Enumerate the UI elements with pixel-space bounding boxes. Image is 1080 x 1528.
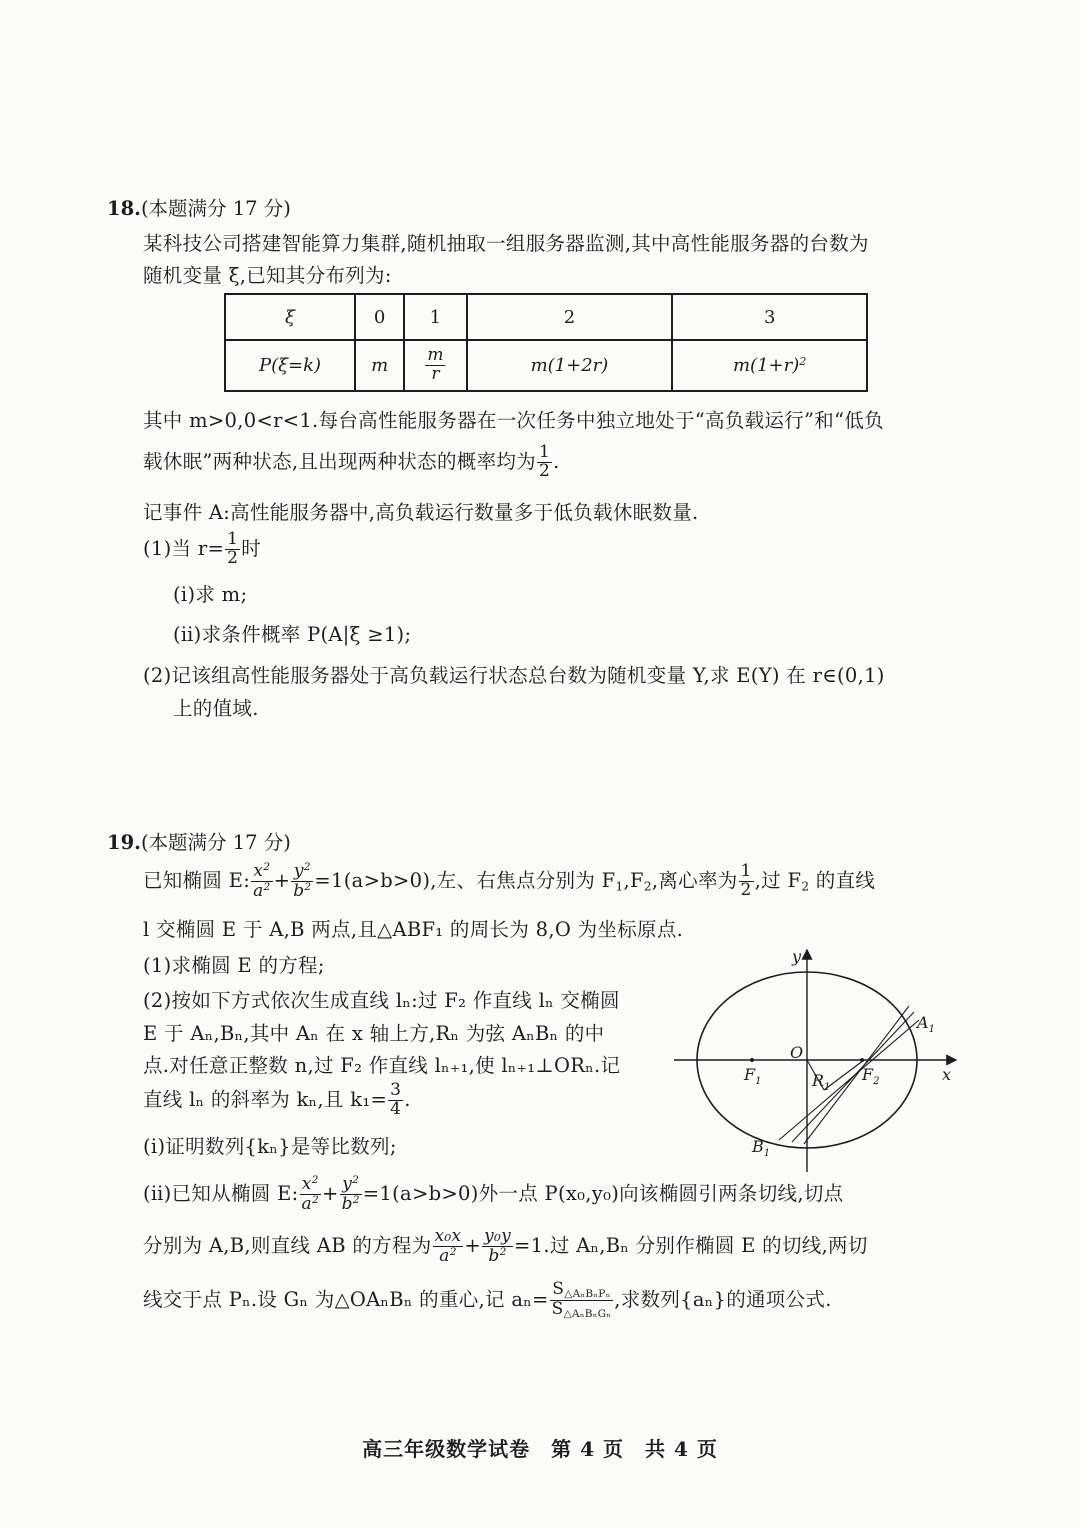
line-l1 [779,1020,919,1140]
label-y: y [792,947,802,966]
line-l2 [792,1012,914,1142]
q18-intro-line1: 某科技公司搭建智能算力集群,随机抽取一组服务器监测,其中高性能服务器的台数为 [143,232,869,255]
q18-condition-line2: 载休眠”两种状态,且出现两种状态的概率均为 $\frac{1}{2}$ . [143,442,560,481]
q18-part1: (1)当 r= $\frac{1}{2}$ 时 [143,529,262,568]
q19-part2-line1: (2)按如下方式依次生成直线 lₙ:过 F₂ 作直线 lₙ 交椭圆 [143,989,620,1012]
q18-event-line: 记事件 A:高性能服务器中,高负载运行数量多于低负载休眠数量. [143,501,699,524]
q19-part2-ii-line1: (ⅱ)已知从椭圆 E: $\frac{x^2}{a^2}$ + $\frac{y^2}{b^2}$ =1(a>b>0)外一点 P(x₀,y₀)向该椭圆引两条切线,切点 [143,1174,844,1214]
table-cell: ξ [225,294,355,340]
q19-line2: l 交椭圆 E 于 A,B 两点,且△ABF₁ 的周长为 8,O 为坐标原点. [143,918,684,941]
table-cell: 1 [404,294,466,340]
table-row-header [225,294,867,340]
table-row-prob [225,340,867,391]
ellipse-diagram [664,940,964,1180]
label-B1: $B_1$ [752,1137,771,1159]
q19-part2-line4: 直线 lₙ 的斜率为 kₙ,且 k₁= $\frac{3}{4}$ . [143,1080,411,1119]
label-A1: $A_1$ [917,1013,935,1035]
q19-number: 19.(本题满分 17 分) [107,831,291,854]
q18-part1-ii: (ⅱ)求条件概率 P(A|ξ ≥1); [173,623,412,646]
table-cell: $m(1+r)^2$ [672,340,867,391]
table-cell: $\frac{m}{r}$ [404,340,466,391]
table-cell: m(1+2r) [467,340,673,391]
table-cell: 0 [355,294,404,340]
q18-number: 18.(本题满分 17 分) [107,197,291,220]
q18-condition-line1: 其中 m>0,0<r<1.每台高性能服务器在一次任务中独立地处于“高负载运行”和“低负 [143,409,884,432]
q18-part1-i: (ⅰ)求 m; [173,583,248,606]
focus-F2-dot [860,1058,864,1062]
label-F2: $F_2$ [862,1065,880,1087]
label-O: O [790,1043,804,1062]
q19-part2-line3: 点.对任意正整数 n,过 F₂ 作直线 lₙ₊₁,使 lₙ₊₁⊥ORₙ.记 [143,1054,621,1077]
label-R1: $R_1$ [812,1071,831,1093]
q19-part2-ii-line3: 线交于点 Pₙ.设 Gₙ 为△OAₙBₙ 的重心,记 aₙ= $S_{\triangle A_nB_nP_n}$ $S_{\triangle A_nB_nG_n}$ ,求数列{aₙ}的通项公式. [143,1278,832,1321]
label-F1: $F_1$ [744,1065,762,1087]
q19-part2-line2: E 于 Aₙ,Bₙ,其中 Aₙ 在 x 轴上方,Rₙ 为弦 AₙBₙ 的中 [143,1022,605,1045]
focus-F1-dot [750,1058,754,1062]
q19-header: (本题满分 17 分) [140,831,291,854]
label-x: x [942,1065,952,1084]
page-footer: 高三年级数学试卷 第 4 页 共 4 页 [362,1437,718,1461]
distribution-table [224,293,868,392]
table-cell-prob-label: P(ξ=k) [225,340,355,391]
q18-header: (本题满分 17 分) [140,197,291,220]
q19-part2-i: (ⅰ)证明数列{kₙ}是等比数列; [143,1135,397,1158]
q18-part2-line2: 上的值域. [173,697,259,720]
table-cell: 2 [467,294,673,340]
q19-line1: 已知椭圆 E: $\frac{x^2}{a^2}$ + $\frac{y^2}{b^2}$ =1(a>b>0),左、右焦点分别为 $F_1,F_2$,离心率为 $\frac{1}{2}$ ,过 $F_2$ 的直线 [143,861,876,901]
q18-part2-line1: (2)记该组高性能服务器处于高负载运行状态总台数为随机变量 Y,求 E(Y) 在 r∈(0,1) [143,664,885,687]
q18-intro-line2: 随机变量 ξ,已知其分布列为: [143,264,392,287]
table-cell: 3 [672,294,867,340]
q19-part2-ii-line2: 分别为 A,B,则直线 AB 的方程为 $\frac{\text{x₀x}}{a^2}$ + $\frac{\text{y₀y}}{b^2}$ =1.过 Aₙ,Bₙ 分别作椭圆 E 的切线,两切 [143,1225,868,1266]
q19-part1: (1)求椭圆 E 的方程; [143,954,325,977]
table-cell: m [355,340,404,391]
